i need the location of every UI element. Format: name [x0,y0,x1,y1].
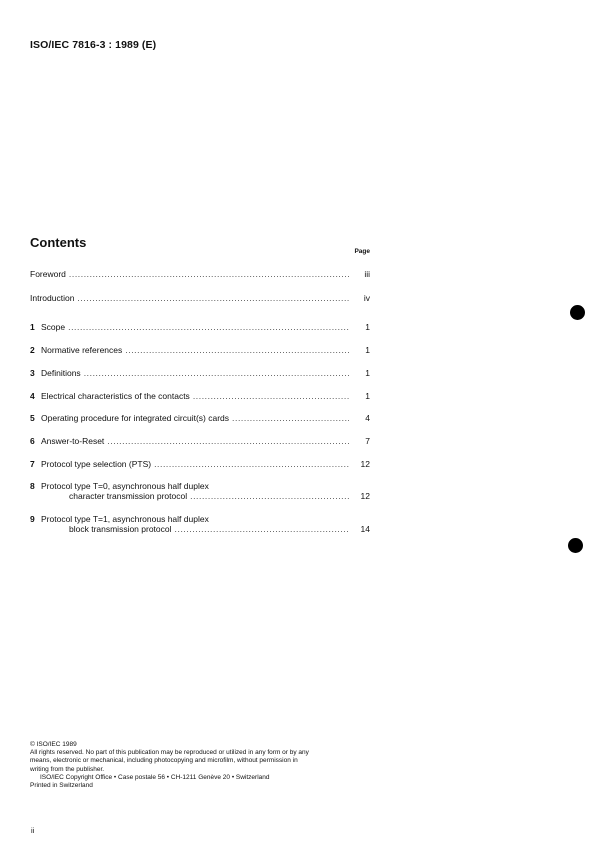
toc-leader-dots [84,368,349,378]
toc-entry-page: 4 [365,413,370,423]
toc-entry-page: 1 [365,345,370,355]
toc-leader-dots [77,293,349,303]
toc-entry-page: 1 [365,391,370,401]
toc-entry-page: iii [364,269,370,279]
toc-entry-protocol-type-selection[interactable] [30,459,370,469]
toc-entry-page: iv [363,293,370,303]
toc-leader-dots [125,345,349,355]
toc-entry-protocol-t0[interactable] [30,481,370,501]
toc-entry-scope[interactable] [30,322,370,332]
document-identifier: ISO/IEC 7816-3 : 1989 (E) [30,39,157,51]
toc-entry-page: 12 [360,491,370,501]
toc-entry-title: Definitions [41,368,81,378]
bullet-mark-icon [568,538,583,553]
toc-entry-number: 9 [30,514,35,524]
toc-entry-number: 6 [30,436,35,446]
toc-entry-number: 3 [30,368,35,378]
toc-leader-dots [68,322,349,332]
toc-entry-electrical-characteristics[interactable] [30,391,370,401]
toc-entry-foreword[interactable] [30,269,370,279]
page-column-label: Page [354,248,370,255]
toc-leader-dots [107,436,349,446]
toc-leader-dots [69,269,349,279]
toc-entry-title-continued: block transmission protocol [69,524,172,534]
toc-entry-number: 7 [30,459,35,469]
toc-entry-normative-references[interactable] [30,345,370,355]
toc-entry-operating-procedure[interactable] [30,413,370,423]
toc-entry-title: Introduction [30,293,75,303]
toc-entry-title: Electrical characteristics of the contacts [41,391,190,401]
copyright-line: © ISO/IEC 1989 [30,741,77,748]
rights-reserved-line: writing from the publisher. [30,765,105,773]
page-number: ii [31,826,35,835]
toc-leader-dots [190,491,349,501]
toc-entry-title: Protocol type selection (PTS) [41,459,152,469]
toc-entry-number: 4 [30,391,35,401]
toc-leader-dots [175,524,349,534]
toc-entry-answer-to-reset[interactable] [30,436,370,446]
toc-leader-dots [232,413,349,423]
toc-entry-title: Normative references [41,345,123,355]
toc-entry-definitions[interactable] [30,368,370,378]
toc-entry-page: 14 [360,524,370,534]
copyright-notice [30,741,380,790]
toc-leader-dots [193,391,349,401]
toc-entry-page: 7 [365,436,370,446]
toc-entry-title: Scope [41,322,66,332]
toc-entry-protocol-t1[interactable] [30,514,370,534]
toc-entry-title: Protocol type T=0, asynchronous half duplex [41,481,209,491]
toc-entry-introduction[interactable] [30,293,370,303]
toc-entry-title: Operating procedure for integrated circuit(s) cards [41,413,230,423]
toc-entry-title: Protocol type T=1, asynchronous half duplex [41,514,209,524]
toc-entry-number: 2 [30,345,35,355]
copyright-office-address: ISO/IEC Copyright Office • Case postale 56 • CH-1211 Genève 20 • Switzerland [40,773,270,781]
toc-entry-page: 12 [360,459,370,469]
toc-entry-title: Answer-to-Reset [41,436,105,446]
rights-reserved-line: All rights reserved. No part of this publication may be reproduced or utilized in any form or by any [30,749,309,757]
toc-entry-page: 1 [365,368,370,378]
toc-entry-number: 1 [30,322,35,332]
toc-entry-title-continued: character transmission protocol [69,491,188,501]
toc-entry-number: 8 [30,481,35,491]
bullet-mark-icon [570,305,585,320]
contents-heading: Contents [30,235,87,250]
rights-reserved-line: means, electronic or mechanical, including photocopying and microfilm, without permission in [30,757,298,765]
toc-entry-number: 5 [30,413,35,423]
toc-entry-page: 1 [365,322,370,332]
toc-entry-title: Foreword [30,269,66,279]
toc-leader-dots [154,459,349,469]
printed-in-line: Printed in Switzerland [30,782,93,790]
